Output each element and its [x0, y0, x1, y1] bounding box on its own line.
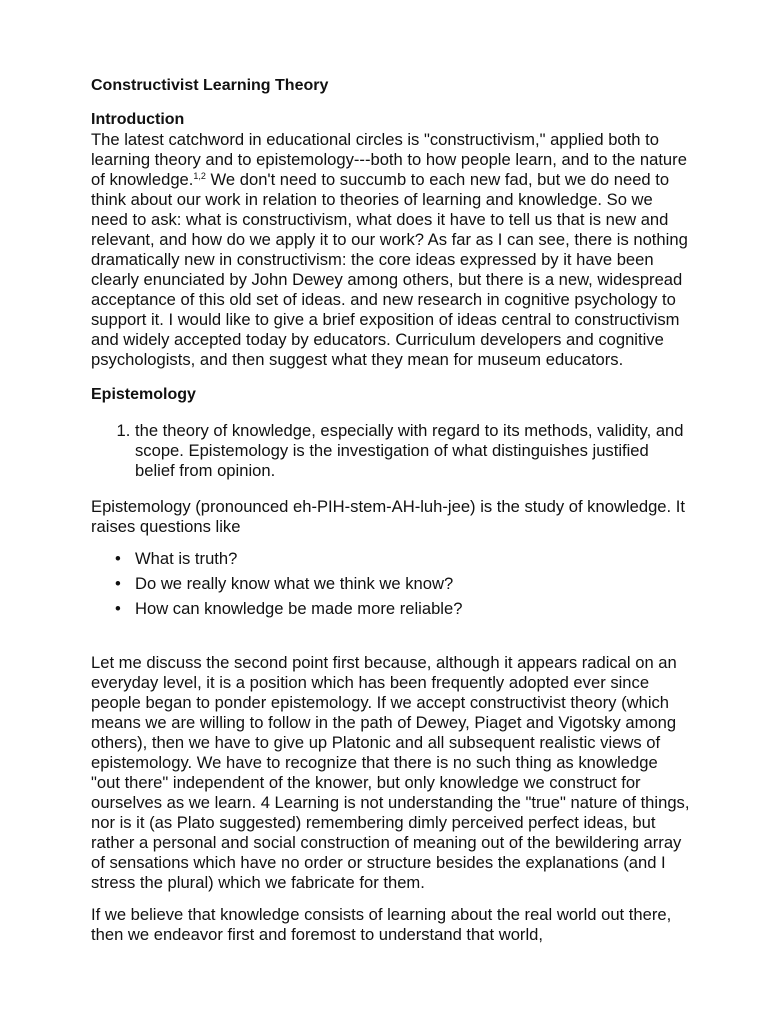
intro-text-start: The latest catchword in educational circles is "constructivism," applied both to learning theory and to epistemology---both to how people learn, and to the nature of knowledge. [91, 130, 687, 189]
definition-item: 1. the theory of knowledge, especially with regard to its methods, validity, and scope. Epistemology is the investigation of what distinguishes justified belief from opinion. [135, 421, 691, 481]
document-title: Constructivist Learning Theory [91, 77, 329, 94]
bullet-icon: • [115, 549, 121, 568]
introduction-paragraph [91, 130, 691, 370]
document-page [91, 76, 691, 957]
footnote-reference[interactable]: 1,2 [193, 171, 206, 181]
body-paragraph-1: Let me discuss the second point first because, although it appears radical on an everyday level, it is a position which has been frequently adopted ever since people began to ponder epistemology. If we accept constructivist theory (which means we are willing to follow in the path of Dewey, Piaget and Vigotsky among others), then we have to give up Platonic and all subsequent realistic views of epistemology. We have to recognize that there is no such thing as knowledge "out there" independent of the knower, but only knowledge we construct for ourselves as we learn. 4 Learning is not understanding the "true" nature of things, nor is it (as Plato suggested) remembering dimly perceived perfect ideas, but rather a personal and social construction of meaning out of the bewildering array of sensations which have no order or structure besides the explanations (and I stress the plural) which we fabricate for them. [91, 653, 690, 892]
bullet-icon: • [115, 599, 121, 618]
bullet-icon: • [115, 574, 121, 593]
body-paragraph-2: If we believe that knowledge consists of learning about the real world out there, then we endeavor first and foremost to understand that world, [91, 905, 672, 944]
definition-list [91, 421, 691, 481]
list-item [115, 574, 691, 594]
list-item [115, 599, 691, 619]
question-text: How can knowledge be made more reliable? [135, 599, 463, 618]
introduction-heading: Introduction [91, 111, 185, 128]
list-item [115, 549, 691, 569]
epistemology-heading: Epistemology [91, 386, 196, 403]
question-text: Do we really know what we think we know? [135, 574, 454, 593]
intro-text-end: We don't need to succumb to each new fad, but we do need to think about our work in relation to theories of learning and knowledge. So we need to ask: what is constructivism, what does it have to tell us that is new and relevant, and how do we apply it to our work? As far as I can see, there is nothing dramatically new in constructivism: the core ideas expressed by it have been clearly enunciated by John Dewey among others, but there is a new, widespread acceptance of this old set of ideas. and new research in cognitive psychology to support it. I would like to give a brief exposition of ideas central to constructivism and widely accepted today by educators. Curriculum developers and cognitive psychologists, and then suggest what they mean for museum educators. [91, 170, 688, 369]
questions-list [91, 549, 691, 619]
question-text: What is truth? [135, 549, 238, 568]
epistemology-intro-paragraph: Epistemology (pronounced eh-PIH-stem-AH-luh-jee) is the study of knowledge. It raises questions like [91, 497, 685, 536]
